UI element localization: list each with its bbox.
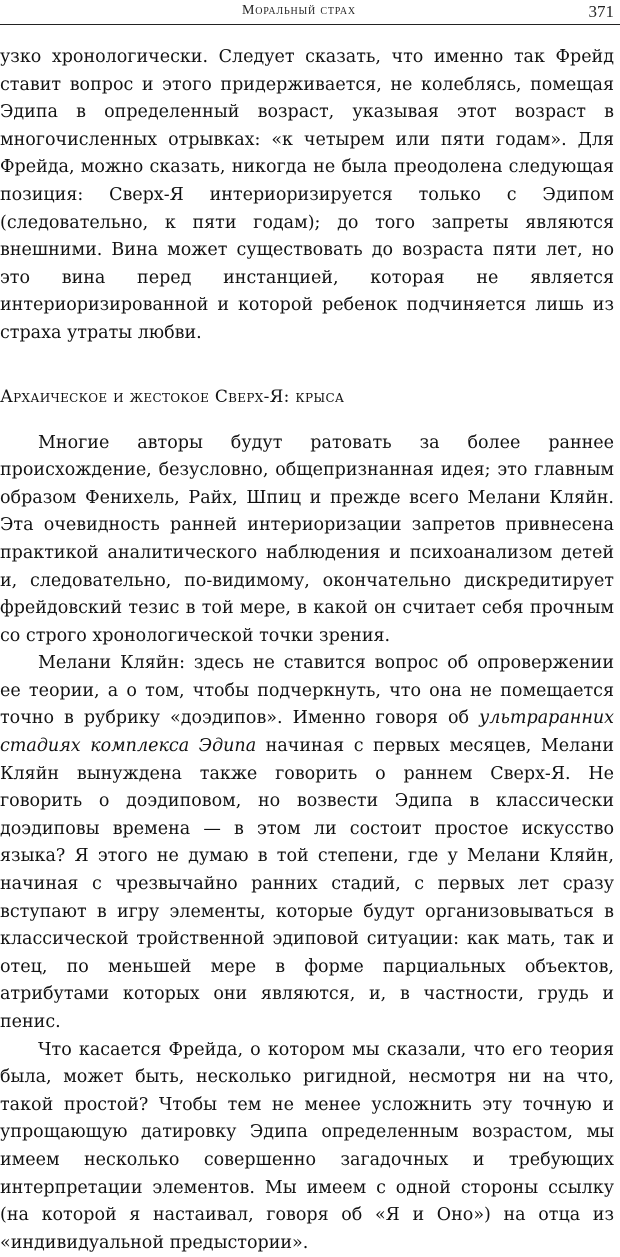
italic-phrase: ультраранних стадиях комплекса Эдипа	[0, 708, 614, 757]
paragraph-melanie-klein	[0, 650, 614, 1036]
header-rule	[0, 24, 620, 25]
page-body	[0, 44, 614, 1257]
running-title: Моральный страх	[242, 3, 356, 18]
paragraph-freud-dating: Что касается Фрейда, о котором мы сказали, что его теория была, может быть, несколько ригидной, несмотря ни на что, такой простой? Чтобы тем не менее усложнить эту точную и упрощающую датировку Эдипа определенным возрастом, мы имеем несколько совершенно загадочных и требующих интерпретации элементов. Мы имеем с одной стороны ссылку (на которой я настаивал, говоря об «Я и Оно») на отца из «индивидуальной предыстории».	[0, 1039, 614, 1253]
section-heading: Архаическое и жестокое Сверх-Я: крыса	[0, 386, 345, 407]
continued-paragraph: узко хронологически. Следует сказать, что именно так Фрейд ставит вопрос и этого придерживается, не колеблясь, помещая Эдипа в определенный возраст, указывая этот возраст в многочисленных отрывках: «к четырем или пяти годам». Для Фрейда, можно сказать, никогда не была преодолена следующая позиция: Сверх-Я интериоризируется только с Эдипом (следовательно, к пяти годам); до того запреты являются внешними. Вина может существовать до возраста пяти лет, но это вина перед инстанцией, которая не является интериоризированной и которой ребенок подчиняется лишь из страха утраты любви.	[0, 47, 614, 343]
paragraph-text-before-italic: Мелани Кляйн: здесь не ставится вопрос об опровержении ее теории, а о том, чтобы подчеркнуть, что она не помещается точно в рубрику «доэдипов». Именно говоря об	[0, 653, 614, 729]
page-header	[0, 0, 620, 26]
paragraph-early-superego: Многие авторы будут ратовать за более раннее происхождение, безусловно, общепризнанная идея; это главным образом Фенихель, Райх, Шпиц и прежде всего Мелани Кляйн. Эта очевидность ранней интериоризации запретов привнесена практикой аналитического наблюдения и психоанализом детей и, следовательно, по-видимому, окончательно дискредитирует фрейдовский тезис в той мере, в какой он считает себя прочным со строго хронологической точки зрения.	[0, 432, 614, 646]
paragraph-text-after-italic: начиная с первых месяцев, Мелани Кляйн вынуждена также говорить о раннем Сверх-Я. Не говорить о доэдиповом, но возвести Эдипа в классически доэдиповы времена — в этом ли состоит простое искусство языка? Я этого не думаю в той степени, где у Мелани Кляйн, начиная с чрезвычайно ранних стадий, с первых лет сразу вступают в игру элементы, которые будут организовываться в классической тройственной эдиповой ситуации: как мать, так и отец, по меньшей мере в форме парциальных объектов, атрибутами которых они являются, и, в частности, грудь и пенис.	[0, 736, 614, 1032]
page-number: 371	[588, 2, 614, 21]
